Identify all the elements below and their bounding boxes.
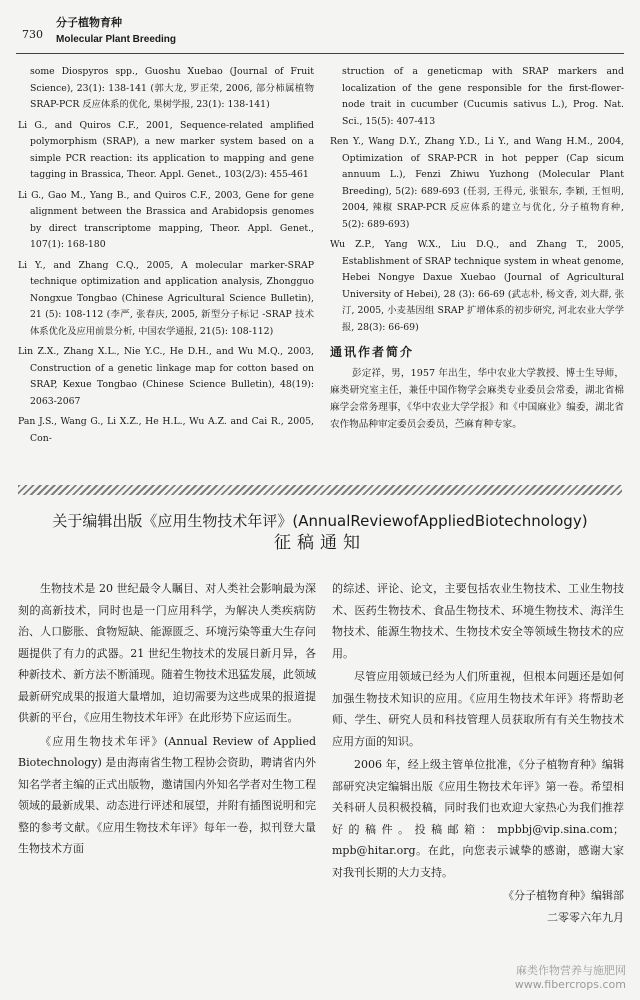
reference-item: Li Y., and Zhang C.Q., 2005, A molecular marker-SRAP technique optimization and application analysis, Zhongguo Nongxue Tongbao (Chinese Agricultural Science Bulletin), 21 (5): 108-112 (李严, 张春庆, 2005, 新型分子标记 -SRAP 技术体系优化及应用前景分析, 中国农学通报, 21(5): 108-112) — [18, 259, 314, 337]
reference-item: Wu Z.P., Yang W.X., Liu D.Q., and Zhang T., 2005, Establishment of SRAP technique system in wheat genome, Hebei Nongye Daxue Xuebao (Journal of Agricultural University of Hebei), 28 (3): 66-69 (武志朴, 杨文香, 刘大群, 张汀, 2005, 小麦基因组 SRAP 扩增体系的初步研究, 河北农业大学学报, 28(3): 66-69) — [330, 239, 624, 333]
notice-date: 二零零六年九月 — [547, 910, 624, 924]
journal-title-cn: 分子植物育种 — [56, 16, 122, 29]
reference-item: Lin Z.X., Zhang X.L., Nie Y.C., He D.H., and Wu M.Q., 2003, Construction of a genetic linkage map for cotton based on SRAP, Kexue Tongbao (Chinese Science Bulletin), 48(19): 2063-2067 — [18, 346, 314, 407]
notice-title-line2: 征稿通知 — [274, 533, 366, 553]
notice-title-line1: 关于编辑出版《应用生物技术年评》(AnnualReviewofAppliedBiotechnology) — [52, 512, 588, 530]
reference-item: Ren Y., Wang D.Y., Zhang Y.D., Li Y., and Wang H.M., 2004, Optimization of SRAP-PCR in hot pepper (Cap sicum annuum L.), Fenzi Zhiwu Yuzhong (Molecular Plant Breeding), 5(2): 689-693 (任羽, 王得元, 张银东, 李颖, 王恒明, 2004, 辣椒 SRAP-PCR 反应体系的建立与优化, 分子植物育种, 5(2): 689-693) — [330, 136, 624, 230]
page-header — [16, 8, 624, 52]
decorative-divider — [18, 485, 622, 495]
notice-paragraph: 《应用生物技术年评》(Annual Review of Applied Biotechnology) 是由海南省生物工程协会资助，聘请省内外知名学者主编的正式出版物，邀请国内外知名学者对生物工程领域的最新成果、动态进行评述和展望，并附有插图说明和完整的参考文献。《应用生物技术年评》每年一卷，拟刊登大量生物技术方面 — [18, 734, 316, 855]
reference-item: struction of a geneticmap with SRAP markers and localization of the gene responsible for the first-flower-node trait in cucumber (Cucumis sativus L.), Prog. Nat. Sci., 15(5): 407-413 — [342, 66, 624, 127]
references-right-column — [330, 64, 624, 433]
journal-title-en: Molecular Plant Breeding — [56, 34, 177, 45]
page-number: 730 — [22, 28, 43, 41]
notice-paragraph: 2006 年，经上级主管单位批准，《分子植物育种》编辑部研究决定编辑出版《应用生物技术年评》第一卷。希望相关科研人员积极投稿，同时我们也欢迎大家热心为我们推荐好的稿件。投稿邮箱：mpbbj@vip.sina.com；mpb@hitar.org。在此，向您表示诚挚的感谢，感谢大家对我刊长期的大力支持。 — [332, 758, 624, 879]
notice-title — [18, 510, 622, 554]
header-rule — [16, 53, 624, 54]
references-left-column — [18, 64, 314, 451]
site-watermark — [515, 964, 626, 992]
notice-paragraph: 的综述、评论、论文，主要包括农业生物技术、工业生物技术、医药生物技术、食品生物技术、环境生物技术、海洋生物技术、能源生物技术、生物技术安全等领域生物技术的应用。 — [332, 582, 624, 660]
reference-item: Li G., and Quiros C.F., 2001, Sequence-related amplified polymorphism (SRAP), a new marker system based on a simple PCR reaction: its application to mapping and gene tagging in Brassica, Theor. Appl. Genet., 103(2/3): 455-461 — [18, 119, 314, 180]
notice-right-column — [332, 578, 624, 928]
author-section-title: 通讯作者简介 — [330, 345, 415, 359]
reference-item: Li G., Gao M., Yang B., and Quiros C.F., 2003, Gene for gene alignment between the Brassica and Arabidopsis genomes by direct transcriptome mapping, Theor. Appl. Genet., 107(1): 168-180 — [18, 189, 314, 250]
watermark-line1: 麻类作物营养与施肥网 — [516, 964, 626, 977]
notice-paragraph: 尽管应用领域已经为人们所重视，但根本问题还是如何加强生物技术知识的应用。《应用生物技术年评》将帮助老师、学生、研究人员和科技管理人员获取所有有关生物技术应用方面的知识。 — [332, 670, 624, 748]
notice-paragraph: 生物技术是 20 世纪最令人瞩目、对人类社会影响最为深刻的高新技术，同时也是一门应用科学，为解决人类疾病防治、人口膨胀、食物短缺、能源匮乏、环境污染等重大生存问题提供了有力的武器。21 世纪生物技术的发展日新月异，各种新技术、新方法不断涌现。随着生物技术迅猛发展，此领域最新研究成果的报道大量增加，迫切需要为这些成果的报道提供新的平台，《应用生物技术年评》在此形势下应运而生。 — [18, 582, 316, 724]
notice-signature: 《分子植物育种》编辑部 — [503, 889, 624, 902]
reference-item: some Diospyros spp., Guoshu Xuebao (Journal of Fruit Science), 23(1): 138-141 (郭大龙, 罗正荣, 2006, 部分柿属植物 SRAP-PCR 反应体系的优化, 果树学报, 23(1): 138-141) — [30, 66, 314, 110]
watermark-line2: www.fibercrops.com — [514, 978, 626, 991]
reference-item: Pan J.S., Wang G., Li X.Z., He H.L., Wu A.Z. and Cai R., 2005, Con- — [18, 416, 314, 444]
author-bio: 彭定祥，男，1957 年出生，华中农业大学教授、博士生导师，麻类研究室主任，兼任中国作物学会麻类专业委员会常委，湖北省棉麻学会常务理事，《华中农业大学学报》和《中国麻业》编委，湖北省农作物品种审定委员会委员，苎麻育种专家。 — [330, 367, 624, 430]
notice-left-column — [18, 578, 316, 862]
